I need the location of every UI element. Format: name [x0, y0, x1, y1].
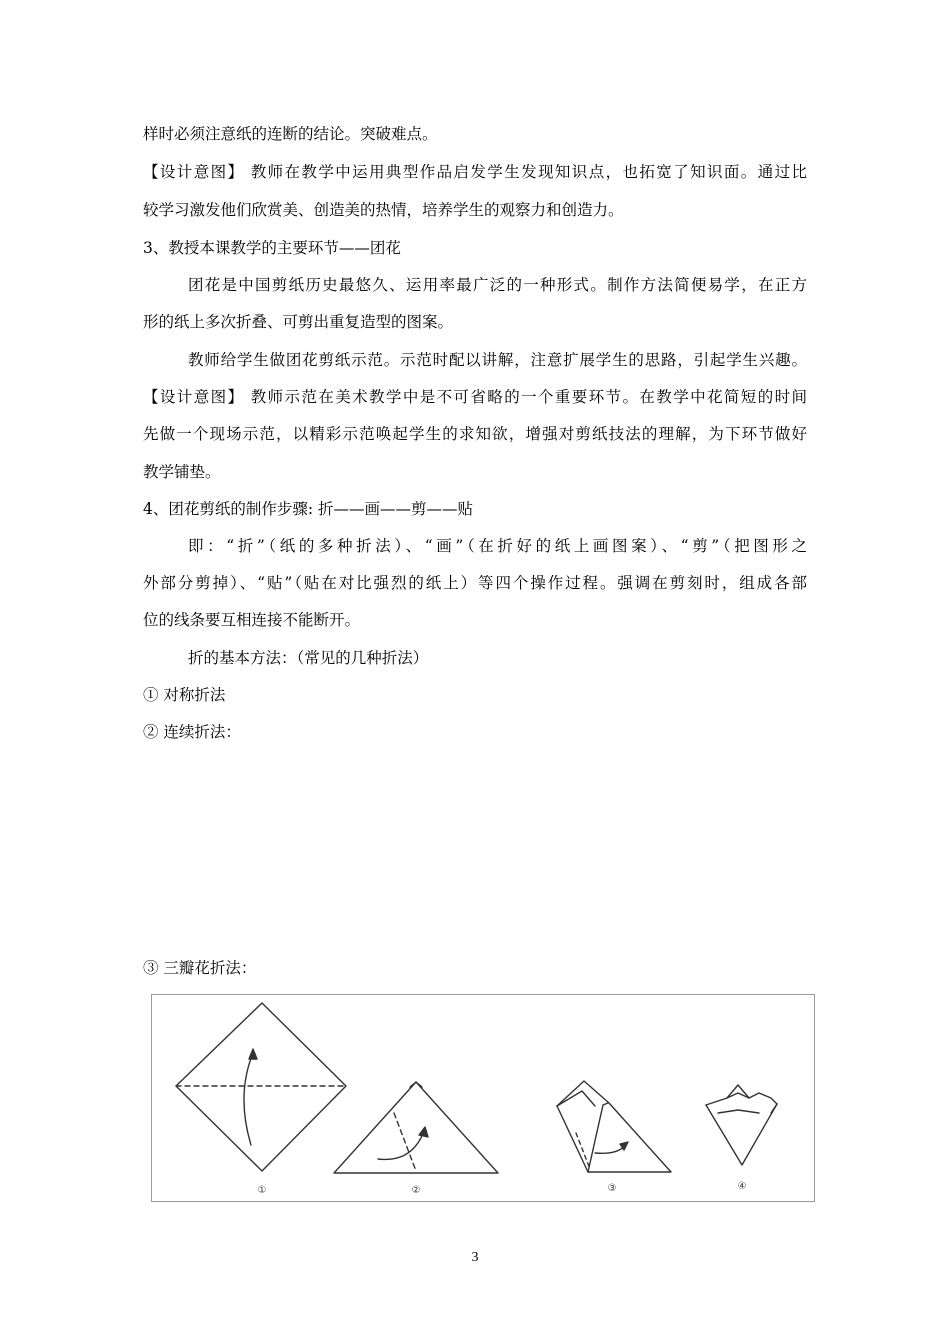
step-4-final [706, 1085, 777, 1165]
step-2-triangle [334, 1082, 498, 1173]
folding-steps-figure [151, 994, 815, 1202]
list-item: ② 连续折法： [143, 723, 241, 741]
paragraph-line: 教学铺垫。 [143, 463, 221, 481]
section-heading-3: 3、教授本课教学的主要环节——团花 [143, 239, 401, 257]
step-label-1: ① [257, 1185, 267, 1196]
list-item: ① 对称折法 [143, 686, 226, 704]
fold-detail [771, 1104, 777, 1113]
fold-line [394, 1113, 416, 1171]
design-intent-line: 【设计意图】 教师示范在美术教学中是不可省略的一个重要环节。在教学中花简短的时间 [143, 388, 807, 406]
fold-edge [557, 1106, 588, 1172]
fold-arrow [378, 1131, 424, 1159]
step-label-2: ② [411, 1185, 421, 1196]
triangle-outline [334, 1082, 498, 1173]
paragraph-line: 较学习激发他们欣赏美、创造美的热情，培养学生的观察力和创造力。 [143, 201, 624, 219]
design-intent-line: 【设计意图】 教师在教学中运用典型作品启发学生发现知识点，也拓宽了知识面。通过比 [143, 163, 807, 181]
paragraph-line: 形的纸上多次折叠、可剪出重复造型的图案。 [143, 313, 454, 331]
final-outline [706, 1104, 777, 1165]
fold-arrow-head [249, 1049, 257, 1059]
final-top [706, 1093, 777, 1105]
paragraph-line: 外部分剪掉）、“贴”（贴在对比强烈的纸上）等四个操作过程。强调在剪刻时，组成各部 [143, 574, 807, 592]
paragraph-line: 即：“折”（纸的多种折法）、“画”（在折好的纸上画图案）、“剪”（把图形之 [188, 537, 807, 555]
section-heading-4: 4、团花剪纸的制作步骤: 折——画——剪——贴 [143, 500, 474, 518]
paragraph-line: 教师给学生做团花剪纸示范。示范时配以讲解，注意扩展学生的思路，引起学生兴趣。 [188, 351, 807, 369]
fold-edge-2 [588, 1103, 608, 1172]
paragraph-line: 先做一个现场示范，以精彩示范唤起学生的求知欲，增强对剪纸技法的理解，为下环节做好 [143, 425, 807, 443]
step-1-diamond [176, 1003, 346, 1171]
paragraph-line: 样时必须注意纸的连断的结论。突破难点。 [143, 125, 438, 143]
step-label-3: ③ [607, 1183, 617, 1194]
folded-outline [557, 1081, 671, 1172]
fold-arrow [244, 1053, 253, 1145]
paragraph-line: 团花是中国剪纸历史最悠久、运用率最广泛的一种形式。制作方法简便易学，在正方 [188, 276, 807, 294]
triangle-layer [410, 1082, 422, 1087]
step-label-4: ④ [737, 1181, 747, 1192]
page-number: 3 [471, 1250, 479, 1265]
folding-steps-illustration [152, 995, 814, 1201]
inner-fold [557, 1091, 595, 1106]
paragraph-line: 位的线条要互相连接不能断开。 [143, 611, 361, 629]
paragraph-line: 折的基本方法：（常见的几种折法） [188, 649, 429, 667]
step-3-folded [557, 1081, 671, 1172]
list-item: ③ 三瓣花折法： [143, 959, 257, 977]
fold-arrow-head [419, 1127, 428, 1137]
fold-detail-2 [718, 1110, 759, 1113]
diamond-outline [176, 1003, 346, 1171]
